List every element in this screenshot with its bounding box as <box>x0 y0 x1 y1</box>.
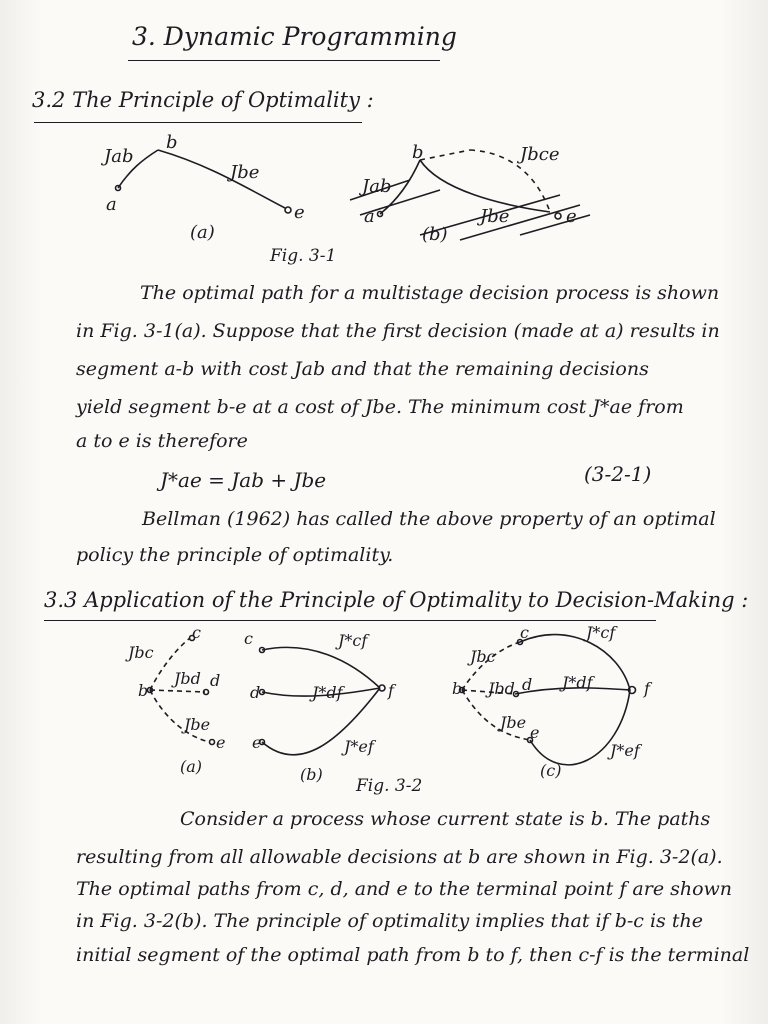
para3-line5: initial segment of the optimal path from b to f, then c-f is the terminal <box>76 944 750 966</box>
section-heading-3-2: 3.2 The Principle of Optimality : <box>32 88 374 112</box>
para1-line2: in Fig. 3-1(a). Suppose that the first decision (made at a) results in <box>76 320 720 342</box>
para2-line2: policy the principle of optimality. <box>76 544 394 566</box>
svg-text:Jbd: Jbd <box>174 669 201 688</box>
svg-text:Jbe: Jbe <box>500 713 527 732</box>
para1-line5: a to e is therefore <box>76 430 248 452</box>
figure-3-2-caption: Fig. 3-2 <box>356 776 423 796</box>
para1-line1: The optimal path for a multistage decision process is shown <box>140 282 720 304</box>
fig32-panel-b-label: (b) <box>300 765 323 784</box>
svg-text:a: a <box>364 206 375 227</box>
para3-line2: resulting from all allowable decisions at b are shown in Fig. 3-2(a). <box>76 846 723 868</box>
label-jbe-a: Jbe <box>230 162 260 183</box>
svg-text:a: a <box>106 194 117 215</box>
svg-text:J*df: J*df <box>312 683 343 702</box>
equation-3-2-1: J*ae = Jab + Jbe <box>160 468 327 492</box>
svg-text:Jbd: Jbd <box>488 679 515 698</box>
para1-line4: yield segment b-e at a cost of Jbe. The minimum cost J*ae from <box>76 396 684 418</box>
svg-text:Jbc: Jbc <box>470 647 496 666</box>
svg-text:Jab: Jab <box>362 176 392 197</box>
svg-text:J*cf: J*cf <box>586 623 616 642</box>
svg-text:f: f <box>644 679 650 698</box>
svg-text:J*ef: J*ef <box>344 737 374 756</box>
svg-text:d: d <box>210 671 221 690</box>
svg-text:Jbc: Jbc <box>128 643 154 662</box>
svg-text:b: b <box>412 142 424 163</box>
svg-text:e: e <box>216 733 226 752</box>
svg-text:c: c <box>520 623 529 642</box>
para2-line1: Bellman (1962) has called the above property of an optimal <box>142 508 716 530</box>
para3-line1: Consider a process whose current state is b. The paths <box>180 808 711 830</box>
svg-text:e: e <box>252 733 262 752</box>
panel-a-label: (a) <box>190 222 215 243</box>
svg-text:b: b <box>166 132 178 153</box>
page-title: 3. Dynamic Programming <box>132 22 457 51</box>
svg-text:d: d <box>522 675 533 694</box>
svg-text:e: e <box>294 202 305 223</box>
svg-text:Jbe: Jbe <box>184 715 211 734</box>
svg-text:J*ef: J*ef <box>610 741 640 760</box>
svg-text:b: b <box>138 681 149 700</box>
para1-line3: segment a-b with cost Jab and that the remaining decisions <box>76 358 649 380</box>
label-jab-a: Jab <box>104 146 134 167</box>
figure-3-1-caption: Fig. 3-1 <box>270 246 337 266</box>
fig32-panel-a-label: (a) <box>180 757 203 776</box>
svg-text:b: b <box>452 679 463 698</box>
svg-text:e: e <box>530 723 540 742</box>
fig32-panel-c-label: (c) <box>540 761 562 780</box>
svg-text:J*cf: J*cf <box>338 631 368 650</box>
svg-text:c: c <box>192 623 201 642</box>
para3-line4: in Fig. 3-2(b). The principle of optimality implies that if b-c is the <box>76 910 703 932</box>
svg-text:d: d <box>250 683 261 702</box>
svg-text:J*df: J*df <box>562 673 593 692</box>
svg-text:e: e <box>566 206 577 227</box>
svg-text:f: f <box>388 681 394 700</box>
section-heading-3-3: 3.3 Application of the Principle of Optimality to Decision-Making : <box>44 588 749 612</box>
equation-number: (3-2-1) <box>584 462 652 486</box>
panel-b-label: (b) <box>422 224 448 245</box>
para3-line3: The optimal paths from c, d, and e to the terminal point f are shown <box>76 878 733 900</box>
svg-text:Jbe: Jbe <box>480 206 510 227</box>
svg-text:c: c <box>244 629 253 648</box>
svg-text:Jbce: Jbce <box>520 144 560 165</box>
